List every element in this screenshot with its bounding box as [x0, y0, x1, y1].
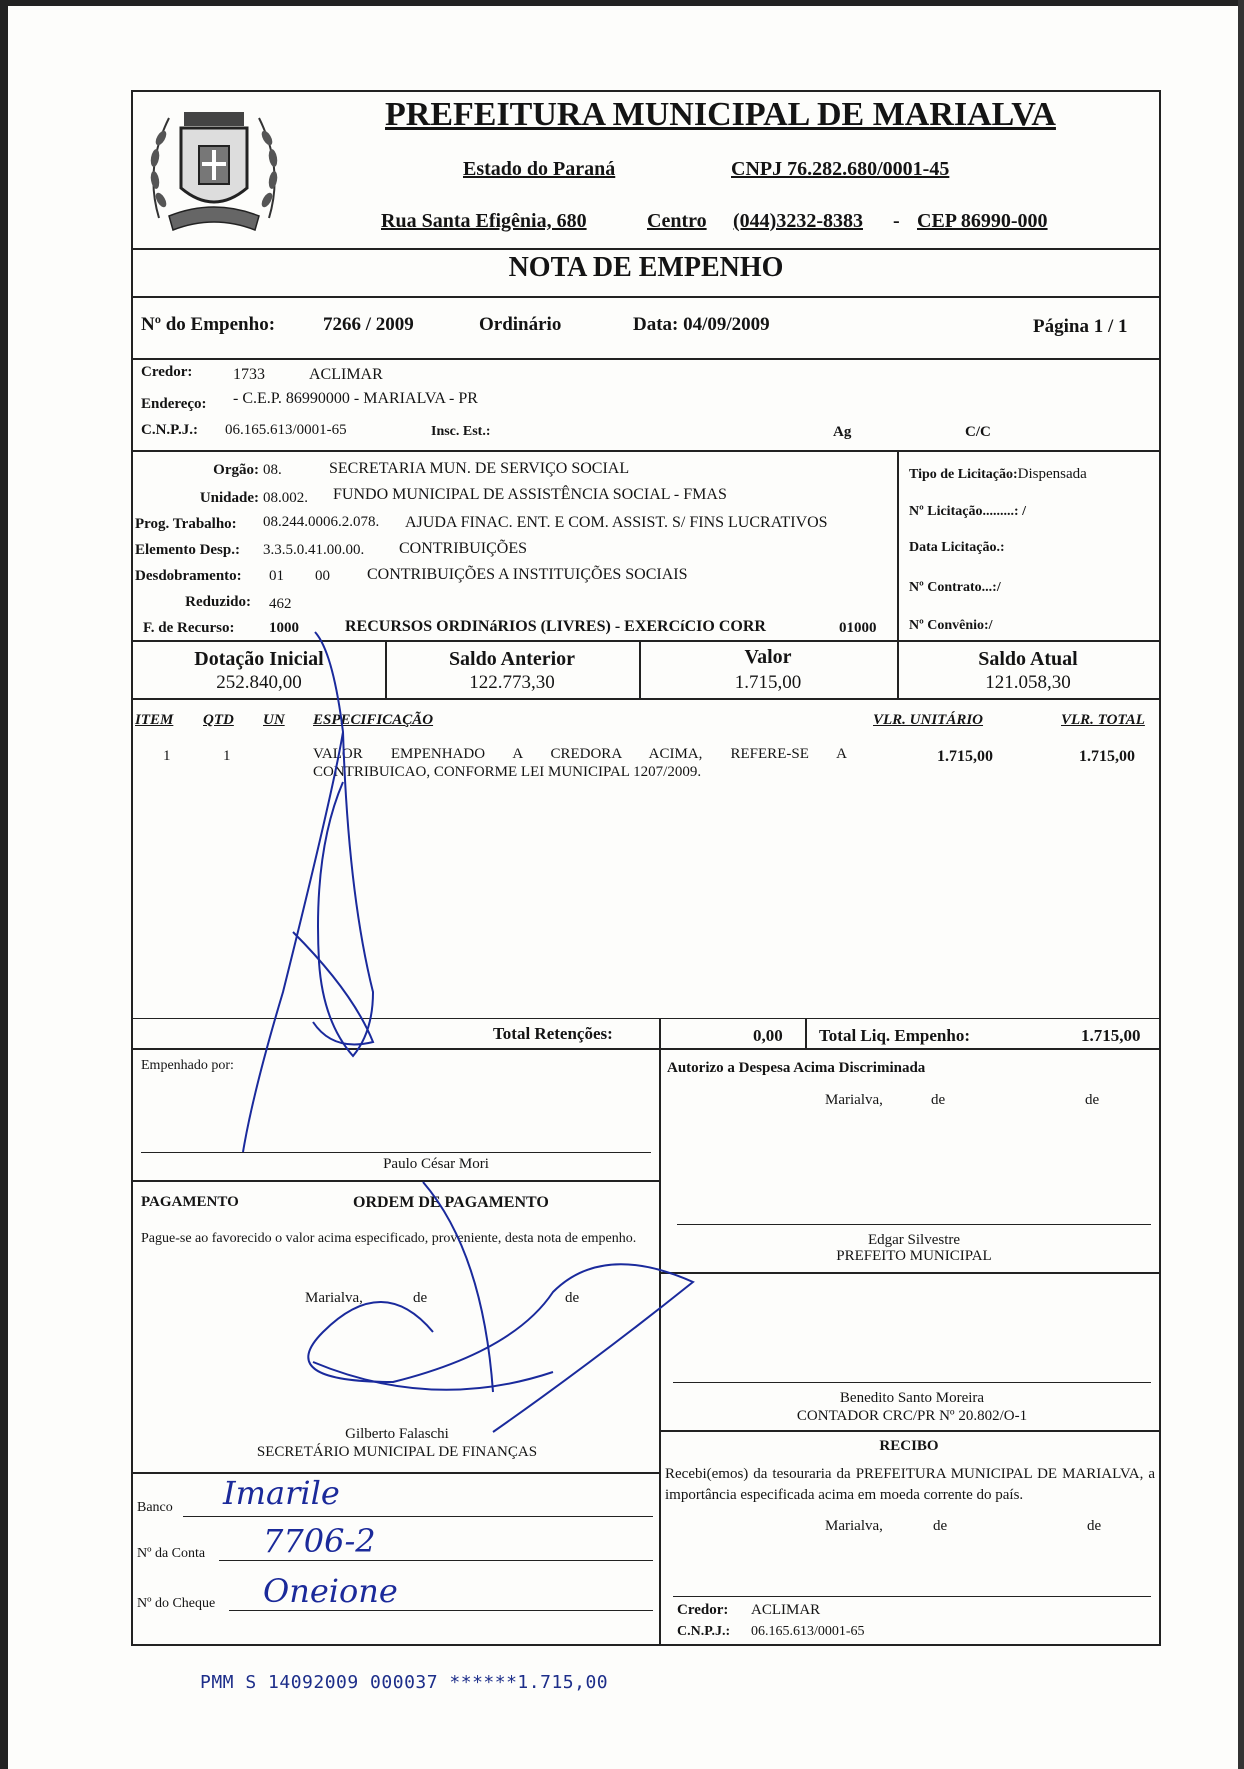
total-liq-value: 1.715,00 [1081, 1026, 1141, 1045]
nota-empenho-form [131, 90, 1161, 1646]
cheque-handwritten: Oneione [263, 1572, 398, 1610]
recibo-credor-label: Credor: [677, 1602, 729, 1618]
total-liq-label: Total Liq. Empenho: [819, 1026, 970, 1045]
footer-authentication-stamp: PMM S 14092009 000037 ******1.715,00 [200, 1672, 609, 1693]
recibo-de2: de [1087, 1518, 1102, 1534]
contador-name: Benedito Santo Moreira [839, 1390, 985, 1406]
autorizo-de1: de [931, 1092, 946, 1108]
secretario-name: Gilberto Falaschi [345, 1426, 449, 1442]
saldo-anterior-label: Saldo Anterior [448, 648, 576, 670]
saldo-anterior-value: 122.773,30 [469, 672, 555, 693]
recurso-label: F. de Recurso: [143, 620, 235, 636]
header-cnpj: CNPJ 76.282.680/0001-45 [731, 158, 950, 180]
ordem-pagamento-label: ORDEM DE PAGAMENTO [353, 1194, 549, 1211]
empenho-number-label: Nº do Empenho: [141, 314, 276, 335]
endereco-label: Endereço: [141, 396, 207, 412]
col-header-qtd: QTD [203, 712, 234, 728]
desdobramento-code2: 00 [315, 568, 330, 584]
secretario-title: SECRETÁRIO MUNICIPAL DE FINANÇAS [256, 1444, 538, 1460]
desdobramento-label: Desdobramento: [135, 568, 242, 584]
conta-handwritten: 7706-2 [263, 1522, 376, 1560]
elemento-code: 3.3.5.0.41.00.00. [263, 542, 365, 558]
col-header-especificacao: ESPECIFICAÇÃO [313, 712, 434, 728]
insc-est-label: Insc. Est.: [431, 424, 491, 439]
credor-name: ACLIMAR [309, 366, 383, 383]
recurso-desc: RECURSOS ORDINáRIOS (LIVRES) - EXERCíCIO CORR [345, 618, 766, 635]
credor-address: - C.E.P. 86990000 - MARIALVA - PR [233, 390, 478, 407]
document-title: NOTA DE EMPENHO [508, 252, 784, 283]
item-unit-value: 1.715,00 [937, 748, 993, 765]
header-state: Estado do Paraná [463, 158, 616, 180]
licitacao-numero: Nº Licitação.........: / [909, 504, 1026, 519]
recibo-credor: ACLIMAR [751, 1602, 821, 1618]
dotacao-value: 252.840,00 [216, 672, 302, 693]
prefeito-name: Edgar Silvestre [867, 1232, 961, 1248]
unidade-desc: FUNDO MUNICIPAL DE ASSISTÊNCIA SOCIAL - FMAS [333, 486, 727, 503]
header-cep: CEP 86990-000 [917, 210, 1048, 232]
col-header-un: UN [263, 712, 285, 728]
recibo-label: RECIBO [879, 1438, 939, 1454]
recurso-code2: 01000 [839, 620, 877, 636]
item-qtd: 1 [223, 748, 231, 764]
prog-trabalho-code: 08.244.0006.2.078. [263, 514, 380, 530]
credor-cnpj-label: C.N.P.J.: [141, 422, 198, 438]
page-number: Página 1 / 1 [1033, 316, 1128, 337]
orgao-desc: SECRETARIA MUN. DE SERVIÇO SOCIAL [329, 460, 630, 477]
elemento-label: Elemento Desp.: [135, 542, 240, 558]
pagamento-label: PAGAMENTO [141, 1194, 239, 1210]
banco-handwritten: Imarile [223, 1474, 340, 1512]
unidade-code: 08.002. [263, 490, 308, 506]
unidade-label: Unidade: [199, 490, 259, 506]
reduzido-value: 462 [269, 596, 292, 612]
col-header-vlr-unitario: VLR. UNITÁRIO [873, 712, 984, 728]
retencoes-value: 0,00 [753, 1026, 783, 1045]
retencoes-label: Total Retenções: [493, 1024, 613, 1043]
credor-label: Credor: [141, 364, 193, 380]
cheque-label: Nº do Cheque [137, 1596, 216, 1611]
col-header-vlr-total: VLR. TOTAL [1061, 712, 1145, 728]
header-title: PREFEITURA MUNICIPAL DE MARIALVA [385, 96, 1056, 133]
item-total-value: 1.715,00 [1079, 748, 1135, 765]
empenhado-por-label: Empenhado por: [141, 1058, 234, 1073]
prog-trabalho-label: Prog. Trabalho: [135, 516, 237, 532]
credor-cnpj: 06.165.613/0001-65 [225, 422, 347, 438]
header-phone: (044)3232-8383 [733, 210, 863, 232]
contrato-numero: Nº Contrato...:/ [909, 580, 1001, 595]
autorizo-city: Marialva, [825, 1092, 883, 1108]
licitacao-tipo-label: Tipo de Licitação:Dispensada [909, 466, 1087, 482]
prog-trabalho-desc: AJUDA FINAC. ENT. E COM. ASSIST. S/ FINS LUCRATIVOS [405, 514, 828, 531]
autorizo-de2: de [1085, 1092, 1100, 1108]
banco-label: Banco [137, 1500, 173, 1515]
saldo-atual-value: 121.058,30 [985, 672, 1071, 693]
cc-label: C/C [965, 424, 991, 440]
valor-label: Valor [744, 646, 792, 668]
pagamento-de1: de [413, 1290, 428, 1306]
orgao-label: Orgão: [213, 462, 259, 478]
signature-scribble-upper [133, 92, 1159, 1648]
elemento-desc: CONTRIBUIÇÕES [399, 540, 528, 557]
empenho-type: Ordinário [479, 314, 562, 335]
recurso-code: 1000 [269, 620, 299, 636]
licitacao-data: Data Licitação.: [909, 540, 1005, 555]
pagamento-text: Pague-se ao favorecido o valor acima especificado, proveniente, desta nota de empenho. [141, 1231, 637, 1246]
item-spec-line2: CONTRIBUICAO, CONFORME LEI MUNICIPAL 1207/2009. [313, 764, 702, 780]
col-header-item: ITEM [135, 712, 174, 728]
pagamento-city: Marialva, [305, 1290, 363, 1306]
header-address: Rua Santa Efigênia, 680 [381, 210, 587, 232]
empenho-number: 7266 / 2009 [323, 314, 414, 335]
convenio-numero: Nº Convênio:/ [909, 618, 993, 633]
item-spec-line1: VALOR EMPENHADO A CREDORA ACIMA, REFERE-SE A [313, 746, 847, 762]
recibo-de1: de [933, 1518, 948, 1534]
credor-code: 1733 [233, 366, 265, 383]
valor-value: 1.715,00 [734, 672, 802, 693]
recibo-cnpj-label: C.N.P.J.: [677, 1624, 731, 1639]
prefeito-title: PREFEITO MUNICIPAL [836, 1248, 992, 1264]
item-number: 1 [163, 748, 171, 764]
reduzido-label: Reduzido: [185, 594, 251, 610]
header-dash: - [893, 210, 900, 232]
autorizo-label: Autorizo a Despesa Acima Discriminada [667, 1060, 926, 1076]
dotacao-label: Dotação Inicial [194, 648, 324, 670]
recibo-text: Recebi(emos) da tesouraria da PREFEITURA MUNICIPAL DE MARIALVA, a importância especificada acima em moeda corrente do país. [665, 1466, 1155, 1503]
orgao-code: 08. [263, 462, 282, 478]
contador-title: CONTADOR CRC/PR Nº 20.802/O-1 [796, 1408, 1028, 1424]
ag-label: Ag [833, 424, 852, 440]
saldo-atual-label: Saldo Atual [978, 648, 1078, 670]
conta-label: Nº da Conta [137, 1546, 206, 1561]
pagamento-de2: de [565, 1290, 580, 1306]
empenho-date: Data: 04/09/2009 [633, 314, 770, 335]
recibo-cnpj: 06.165.613/0001-65 [751, 1624, 865, 1639]
desdobramento-code1: 01 [269, 568, 284, 584]
recibo-city: Marialva, [825, 1518, 883, 1534]
desdobramento-desc: CONTRIBUIÇÕES A INSTITUIÇÕES SOCIAIS [367, 566, 688, 583]
empenhado-por-name: Paulo César Mori [383, 1156, 489, 1172]
header-district: Centro [647, 210, 707, 232]
